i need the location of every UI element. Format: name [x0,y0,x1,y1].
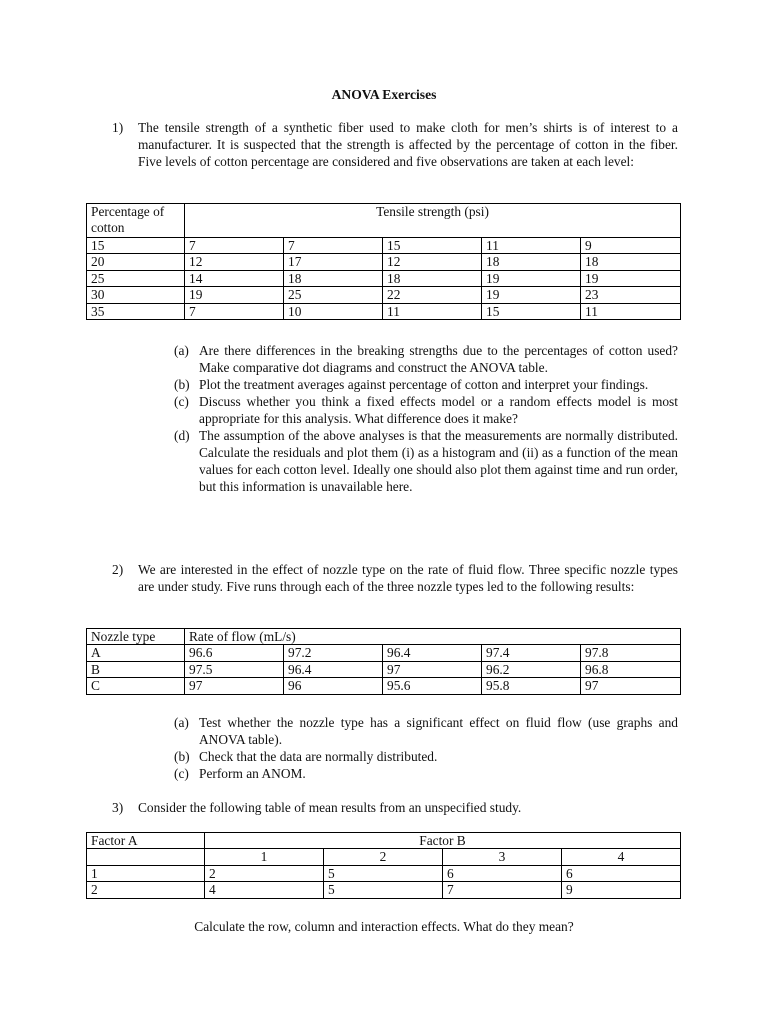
factor-b-level: 2 [324,849,443,865]
table-cell: 19 [581,270,681,286]
table-row [87,645,681,661]
closing-question: Calculate the row, column and interaction effects. What do they mean? [194,919,574,934]
table-cell: 7 [284,238,383,254]
table-cell: 96.4 [284,661,383,677]
table-cell: 11 [383,303,482,319]
table-cell: 11 [482,238,581,254]
table-header-right: Tensile strength (psi) [185,204,681,238]
cotton-strength-table [86,203,681,320]
table-cell: 2 [205,865,324,881]
list-item [174,748,678,765]
table-cell: 23 [581,287,681,303]
table-row [87,238,681,254]
list-item [174,427,678,495]
table-row [87,882,681,898]
table-cell: 97.2 [284,645,383,661]
row-label: 2 [87,882,205,898]
page-title: ANOVA Exercises [331,87,437,102]
question-number: 1) [112,120,124,135]
table-cell: 97 [185,678,284,694]
question-2 [112,561,678,595]
table-cell: 19 [185,287,284,303]
factor-b-level: 1 [205,849,324,865]
table-header-left: Factor A [87,833,205,849]
table-cell: 10 [284,303,383,319]
factor-means-table [86,832,681,899]
list-item [174,714,678,748]
list-item [174,393,678,427]
table-cell: 9 [581,238,681,254]
table-cell: 96.4 [383,645,482,661]
question-text: The tensile strength of a synthetic fiber used to make cloth for men’s shirts is of interest to a manufacturer. It is suspected that the strength is affected by the percentage of cotton in the fiber. Five levels of cotton percentage are considered and five observations are taken at each level: [138,120,678,170]
table-cell: 17 [284,254,383,270]
table-cell: 96.6 [185,645,284,661]
question-1-parts [174,342,678,495]
row-label: 15 [87,238,185,254]
table-row [87,287,681,303]
row-label: A [87,645,185,661]
part-text: Check that the data are normally distributed. [199,749,438,764]
table-cell: 18 [383,270,482,286]
list-item [174,765,678,782]
part-text: Are there differences in the breaking strengths due to the percentages of cotton used? Make comparative dot diagrams and construct the ANOVA table. [199,343,678,375]
table-header-left: Percentage of cotton [87,204,185,238]
table-row [87,849,681,865]
table-row [87,270,681,286]
part-label: (c) [174,766,189,781]
question-number: 2) [112,562,124,577]
table-row [87,865,681,881]
table-cell: 6 [443,865,562,881]
table-cell: 19 [482,270,581,286]
part-text: The assumption of the above analyses is that the measurements are normally distributed. Calculate the residuals and plot them (i) as a histogram and (ii) as a function of the mean values for each cotton level. Ideally one should also plot them against time and run order, but this information is unavailable here. [199,428,678,494]
table-cell: 97 [383,661,482,677]
part-label: (a) [174,343,189,358]
row-label: 1 [87,865,205,881]
part-text: Discuss whether you think a fixed effects model or a random effects model is most appropriate for this analysis. What difference does it make? [199,394,678,426]
question-1 [112,119,678,171]
row-label: 35 [87,303,185,319]
table-cell: 96.8 [581,661,681,677]
part-text: Test whether the nozzle type has a significant effect on fluid flow (use graphs and ANOVA table). [199,715,678,747]
question-3 [112,799,678,816]
table-cell: 95.8 [482,678,581,694]
table-row [87,303,681,319]
table-header-left: Nozzle type [87,629,185,645]
table-cell: 5 [324,882,443,898]
table-header-right: Rate of flow (mL/s) [185,629,681,645]
table-cell: 18 [482,254,581,270]
table-cell: 15 [482,303,581,319]
factor-b-level: 4 [562,849,681,865]
table-row [87,661,681,677]
row-label: 30 [87,287,185,303]
table-cell: 97.4 [482,645,581,661]
question-text: Consider the following table of mean results from an unspecified study. [138,800,522,815]
table-cell: 4 [205,882,324,898]
row-label: B [87,661,185,677]
part-label: (c) [174,394,189,409]
table-cell: 12 [185,254,284,270]
table-cell: 96.2 [482,661,581,677]
table-cell: 15 [383,238,482,254]
nozzle-flow-table [86,628,681,695]
question-number: 3) [112,800,124,815]
part-label: (b) [174,749,190,764]
part-text: Perform an ANOM. [199,766,306,781]
part-label: (a) [174,715,189,730]
question-text: We are interested in the effect of nozzle type on the rate of fluid flow. Three specific nozzle types are under study. Five runs through each of the three nozzle types led to the following results: [138,562,678,595]
part-text: Plot the treatment averages against percentage of cotton and interpret your findings. [199,377,649,392]
table-cell: 97.8 [581,645,681,661]
question-2-parts [174,714,678,782]
table-row [87,678,681,694]
table-cell: 7 [185,303,284,319]
table-cell: 7 [443,882,562,898]
table-cell: 22 [383,287,482,303]
row-label: C [87,678,185,694]
table-cell: 11 [581,303,681,319]
table-cell: 18 [581,254,681,270]
table-cell: 9 [562,882,681,898]
list-item [174,342,678,376]
table-cell: 5 [324,865,443,881]
table-cell: 96 [284,678,383,694]
table-cell: 19 [482,287,581,303]
table-cell: 12 [383,254,482,270]
table-cell: 97.5 [185,661,284,677]
table-cell: 18 [284,270,383,286]
part-label: (d) [174,428,190,443]
table-cell: 97 [581,678,681,694]
table-row [87,254,681,270]
table-cell: 25 [284,287,383,303]
factor-b-level: 3 [443,849,562,865]
list-item [174,376,678,393]
table-cell: 7 [185,238,284,254]
row-label: 20 [87,254,185,270]
table-cell: 14 [185,270,284,286]
row-label: 25 [87,270,185,286]
table-cell: 6 [562,865,681,881]
table-cell: 95.6 [383,678,482,694]
table-cell [87,849,205,865]
table-header-right: Factor B [205,833,681,849]
part-label: (b) [174,377,190,392]
